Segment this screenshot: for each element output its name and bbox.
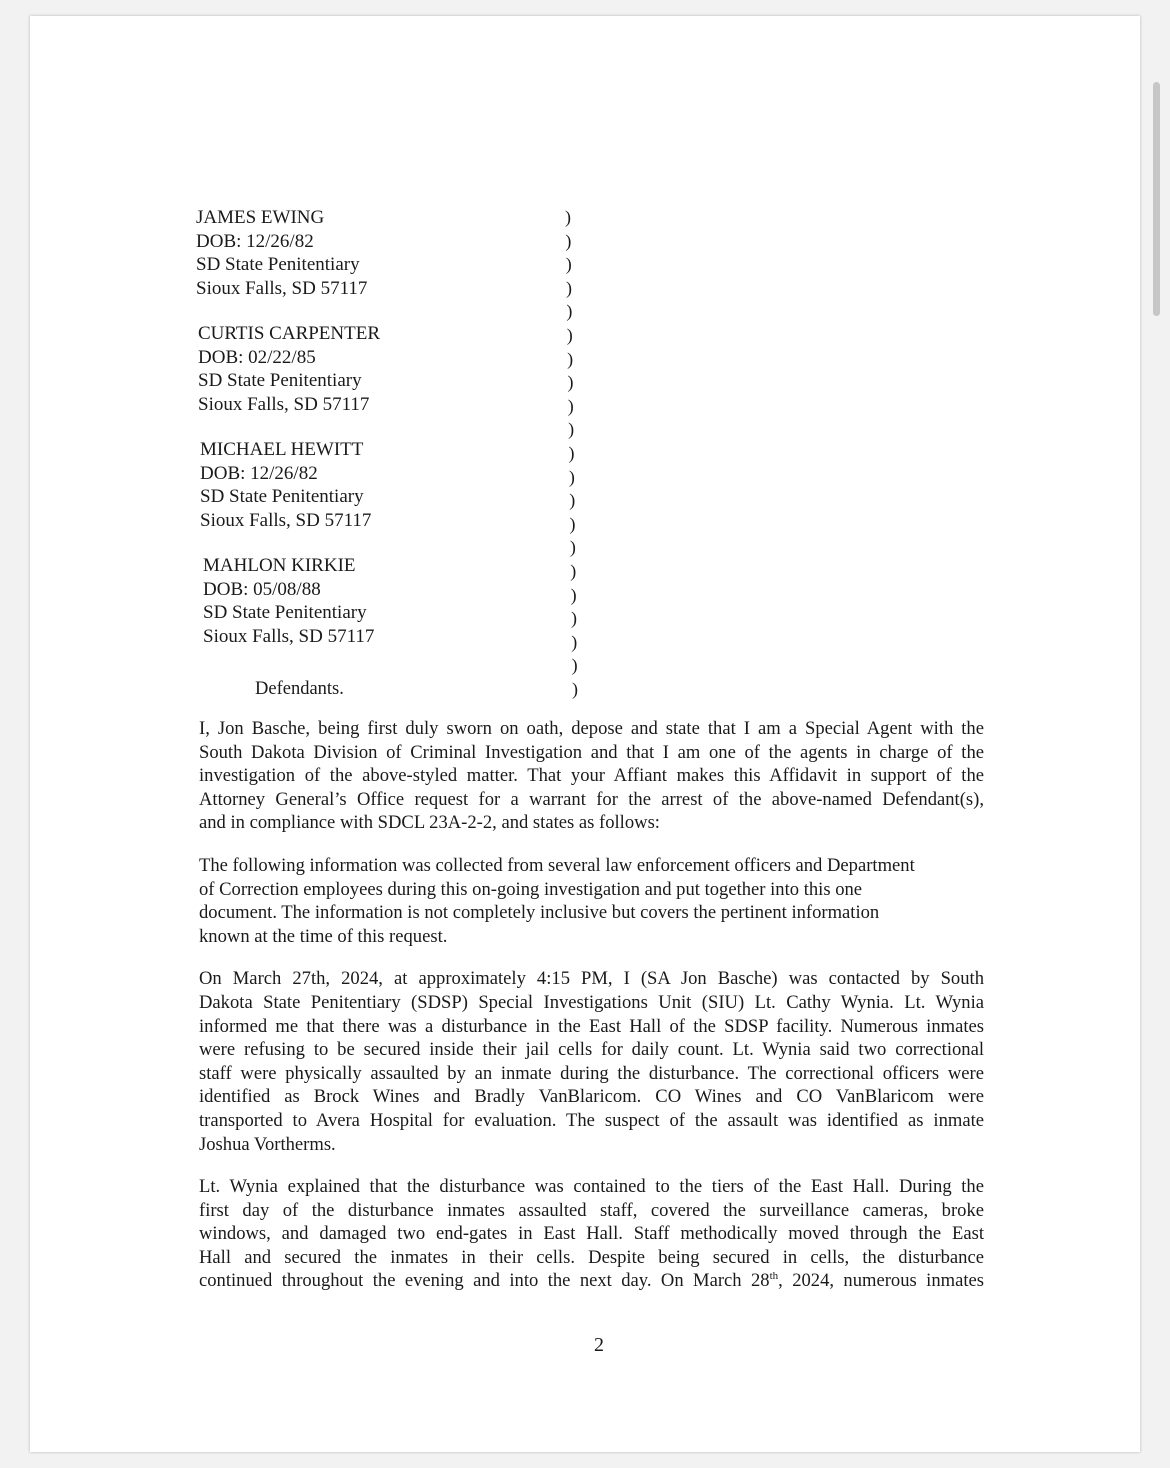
affidavit-body — [199, 717, 984, 1312]
caption-parenthesis: ) — [571, 655, 578, 676]
case-caption — [196, 206, 616, 670]
caption-parenthesis: ) — [565, 207, 571, 227]
caption-parenthesis: ) — [572, 678, 578, 699]
party-dob: DOB: 12/26/82 — [196, 230, 314, 252]
text-line: known at the time of this request. — [199, 925, 448, 947]
party-name: JAMES EWING — [196, 207, 325, 228]
text-line: windows, and damaged two end-gates in East Hall. Staff methodically moved through the East — [199, 1223, 984, 1245]
party-block — [200, 438, 616, 532]
party-address: Sioux Falls, SD 57117 — [200, 509, 372, 531]
superscript-ordinal: th — [769, 1270, 779, 1283]
party-block — [203, 554, 616, 648]
party-facility: SD State Penitentiary — [198, 370, 362, 391]
paragraph-information-sources — [199, 854, 984, 948]
text-line: investigation of the above-styled matter. That your Affiant makes this Affidavit in support of the — [199, 765, 984, 787]
text-segment: continued throughout the evening and into the next day. On March 28 — [199, 1270, 770, 1292]
party-address: Sioux Falls, SD 57117 — [196, 277, 368, 299]
party-dob: DOB: 02/22/85 — [198, 346, 316, 368]
text-line: informed me that there was a disturbance in the East Hall of the SDSP facility. Numerous inmates — [199, 1015, 984, 1037]
text-line: Lt. Wynia explained that the disturbance was contained to the tiers of the East Hall. During the — [199, 1176, 984, 1198]
caption-parenthesis: ) — [565, 254, 572, 275]
caption-parenthesis-column — [565, 206, 578, 701]
party-name: MICHAEL HEWITT — [200, 439, 364, 460]
caption-parenthesis: ) — [568, 442, 575, 463]
caption-parenthesis: ) — [570, 584, 577, 605]
caption-parenthesis: ) — [566, 277, 573, 298]
text-line: identified as Brock Wines and Bradly VanBlaricom. CO Wines and CO VanBlaricom were — [199, 1086, 984, 1108]
party-name: CURTIS CARPENTER — [198, 323, 381, 344]
caption-parenthesis: ) — [567, 348, 574, 369]
party-address: Sioux Falls, SD 57117 — [198, 393, 370, 415]
page-number: 2 — [594, 1334, 604, 1356]
party-facility: SD State Penitentiary — [196, 254, 360, 275]
text-line: were refusing to be secured inside their jail cells for daily count. Lt. Wynia said two correctional — [199, 1039, 984, 1061]
text-line: staff were physically assaulted by an inmate during the disturbance. The correctional officers were — [199, 1062, 984, 1084]
text-line: Joshua Vortherms. — [199, 1133, 336, 1155]
paragraph-affiant-statement — [199, 717, 984, 835]
paragraph-east-hall — [199, 1175, 984, 1293]
caption-parenthesis: ) — [565, 230, 572, 251]
scrollbar-thumb[interactable] — [1153, 82, 1160, 316]
caption-parenthesis: ) — [569, 513, 576, 534]
text-line: I, Jon Basche, being first duly sworn on oath, depose and state that I am a Special Agent with the — [199, 718, 984, 739]
party-facility: SD State Penitentiary — [200, 486, 364, 507]
text-line: Dakota State Penitentiary (SDSP) Special Investigations Unit (SIU) Lt. Cathy Wynia. Lt. Wynia — [199, 991, 984, 1013]
party-dob: DOB: 12/26/82 — [200, 462, 318, 484]
caption-parenthesis: ) — [568, 466, 575, 487]
text-line: Hall and secured the inmates in their cells. Despite being secured in cells, the disturbance — [199, 1246, 984, 1268]
text-line: transported to Avera Hospital for evaluation. The suspect of the assault was identified as inmate — [199, 1109, 984, 1131]
text-line: document. The information is not completely inclusive but covers the pertinent information — [199, 902, 880, 924]
party-address: Sioux Falls, SD 57117 — [203, 625, 375, 647]
paragraph-march-27 — [199, 967, 984, 1156]
caption-parenthesis: ) — [569, 490, 576, 511]
caption-parenthesis: ) — [568, 419, 575, 440]
caption-parenthesis: ) — [570, 560, 577, 581]
party-name: MAHLON KIRKIE — [203, 555, 356, 576]
text-line: Attorney General’s Office request for a warrant for the arrest of the above-named Defendant(s), — [199, 788, 984, 810]
caption-parenthesis: ) — [567, 395, 574, 416]
caption-parenthesis: ) — [566, 324, 573, 345]
text-line — [199, 1269, 984, 1293]
text-line: The following information was collected from several law enforcement officers and Department — [199, 854, 915, 876]
caption-parenthesis: ) — [570, 608, 577, 629]
text-line: South Dakota Division of Criminal Investigation and that I am one of the agents in charge of the — [199, 741, 984, 763]
party-facility: SD State Penitentiary — [203, 602, 367, 623]
party-dob: DOB: 05/08/88 — [203, 578, 321, 600]
party-block — [198, 322, 616, 416]
caption-parenthesis: ) — [566, 301, 573, 322]
text-line: and in compliance with SDCL 23A-2-2, and states as follows: — [199, 812, 660, 834]
text-line: of Correction employees during this on-going investigation and put together into this one — [199, 878, 863, 900]
defendants-label: Defendants. — [255, 679, 344, 699]
caption-parenthesis: ) — [567, 372, 574, 393]
caption-parenthesis: ) — [569, 537, 576, 558]
text-line: On March 27th, 2024, at approximately 4:15 PM, I (SA Jon Basche) was contacted by South — [199, 968, 984, 990]
text-segment: , 2024, numerous inmates — [778, 1270, 985, 1292]
text-line: first day of the disturbance inmates assaulted staff, covered the surveillance cameras, broke — [199, 1199, 984, 1221]
party-block — [196, 206, 616, 300]
caption-parenthesis: ) — [571, 631, 578, 652]
